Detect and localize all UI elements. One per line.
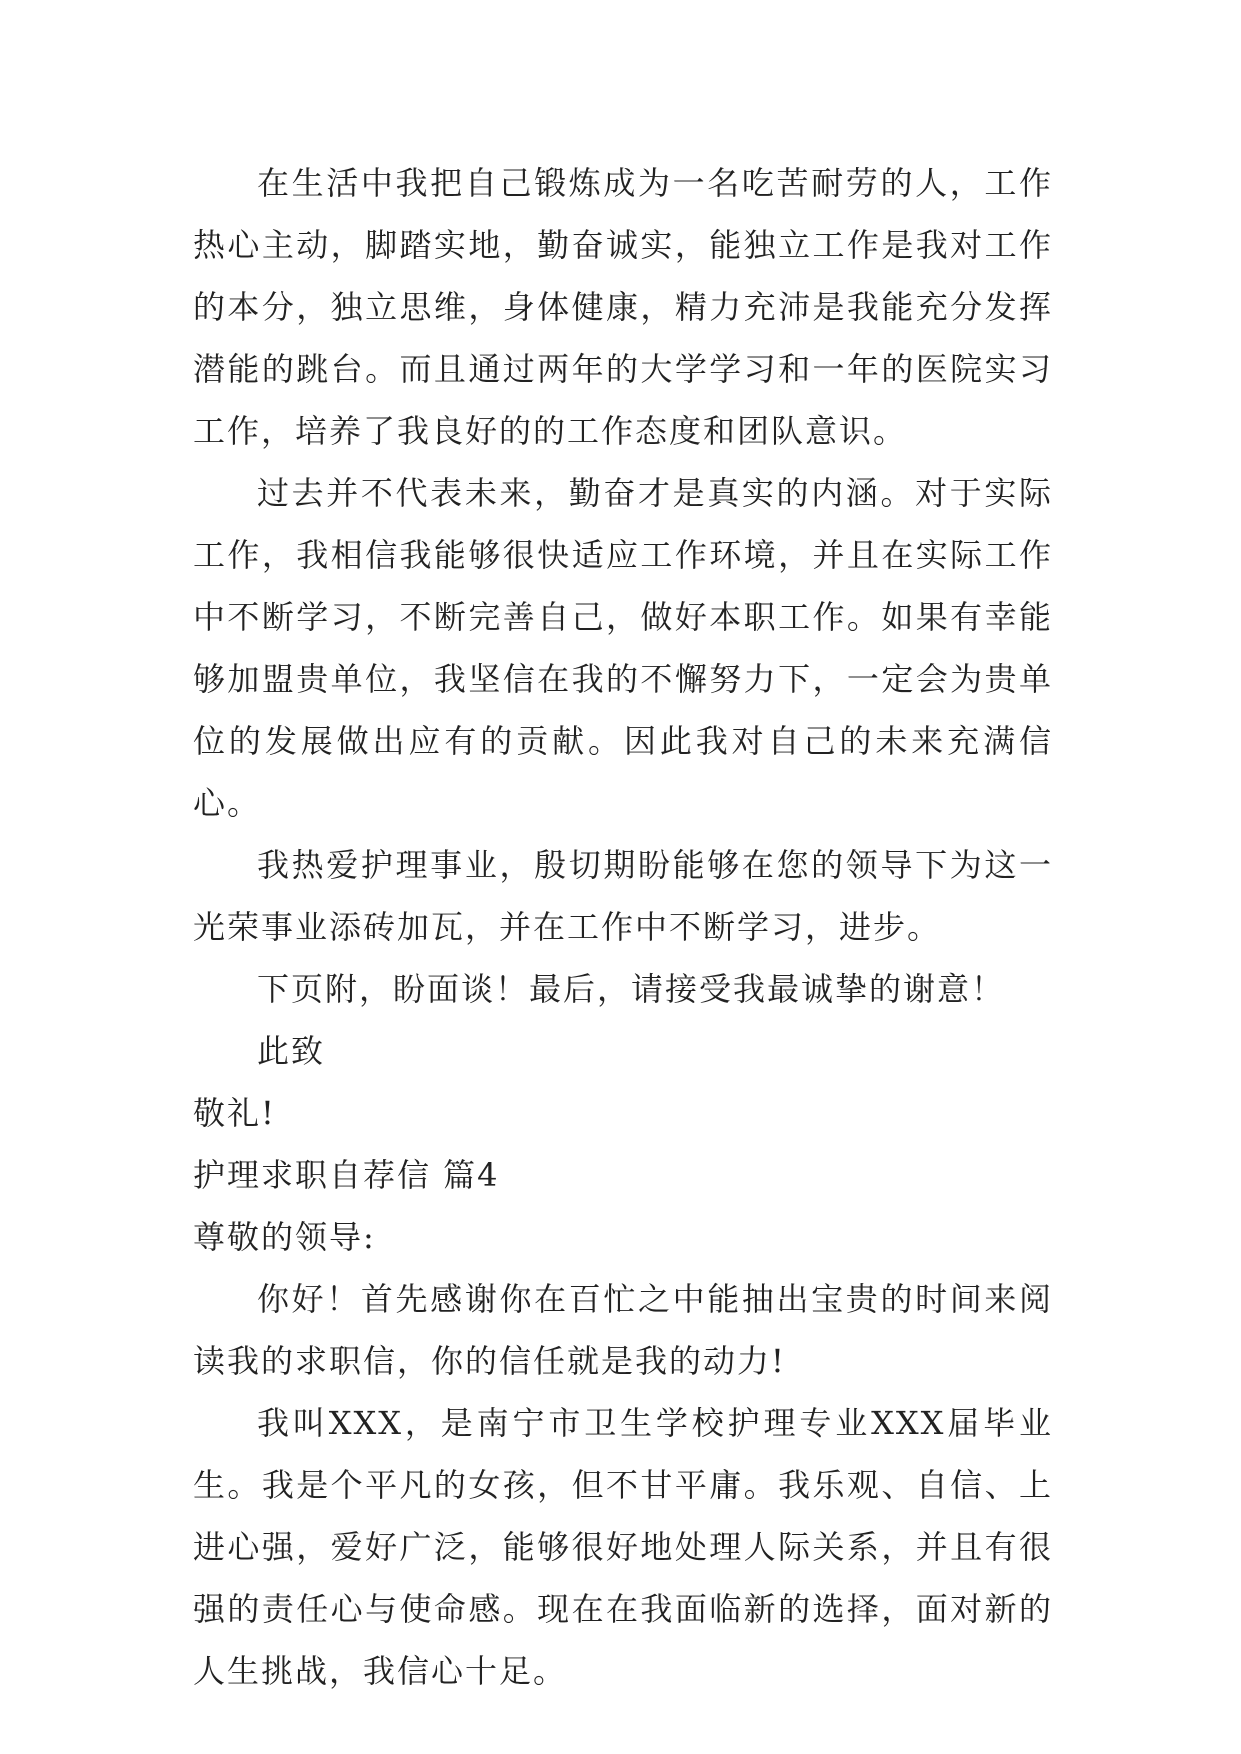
closing-line: 此致 bbox=[257, 1032, 326, 1070]
greeting-line: 尊敬的领导: bbox=[193, 1218, 376, 1256]
salute-line: 敬礼! bbox=[193, 1094, 276, 1132]
paragraph-thanks: 你好！首先感谢你在百忙之中能抽出宝贵的时间来阅读我的求职信，你的信任就是我的动力! bbox=[193, 1280, 1053, 1380]
paragraph-introduction: 我叫XXX，是南宁市卫生学校护理专业XXX届毕业生。我是个平凡的女孩，但不甘平庸。我乐观、自信、上进心强，爱好广泛，能够很好地处理人际关系，并且有很强的责任心与使命感。现在在我面临新的选择，面对新的人生挑战，我信心十足。 bbox=[193, 1404, 1053, 1690]
paragraph-future: 过去并不代表未来，勤奋才是真实的内涵。对于实际工作，我相信我能够很快适应工作环境，并且在实际工作中不断学习，不断完善自己，做好本职工作。如果有幸能够加盟贵单位，我坚信在我的不懈努力下，一定会为贵单位的发展做出应有的贡献。因此我对自己的未来充满信心。 bbox=[193, 474, 1053, 822]
section-title: 护理求职自荐信 篇4 bbox=[193, 1156, 500, 1194]
paragraph-interview-request: 下页附，盼面谈！最后，请接受我最诚挚的谢意！ bbox=[257, 970, 1006, 1008]
paragraph-nursing-career: 我热爱护理事业，殷切期盼能够在您的领导下为这一光荣事业添砖加瓦，并在工作中不断学习，进步。 bbox=[193, 846, 1053, 946]
document-body bbox=[193, 152, 1053, 1702]
paragraph-self-discipline: 在生活中我把自己锻炼成为一名吃苦耐劳的人，工作热心主动，脚踏实地，勤奋诚实，能独立工作是我对工作的本分，独立思维，身体健康，精力充沛是我能充分发挥潜能的跳台。而且通过两年的大学学习和一年的医院实习工作，培养了我良好的的工作态度和团队意识。 bbox=[193, 164, 1053, 450]
